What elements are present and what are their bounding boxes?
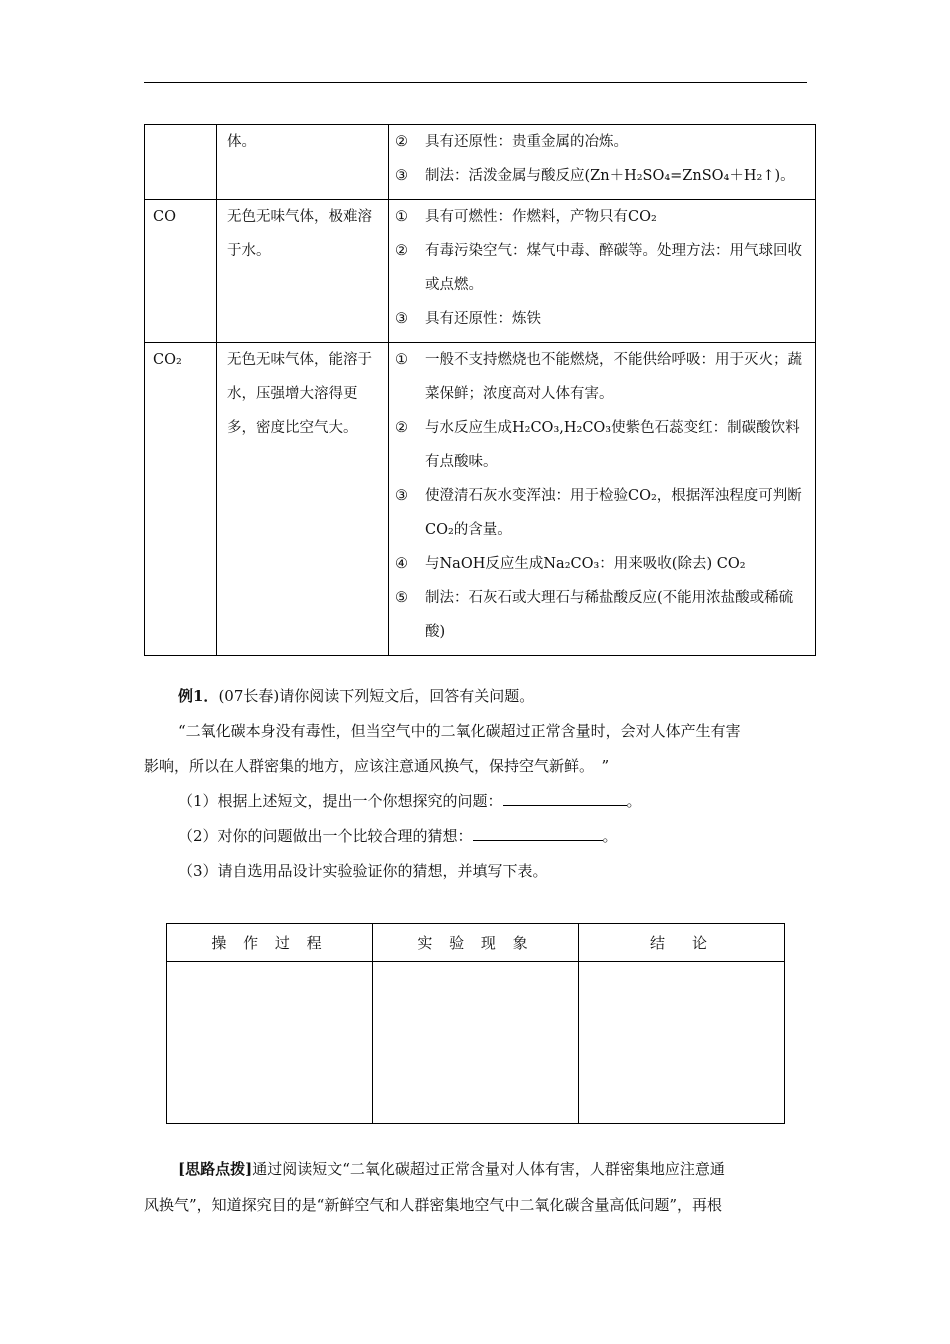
experiment-header-row [167, 924, 785, 962]
list-item [395, 234, 811, 302]
question-1 [178, 784, 642, 818]
question-2 [178, 819, 618, 853]
answer-blank-1[interactable] [503, 787, 627, 806]
question-2-period: 。 [602, 827, 618, 845]
item-text: 制法：活泼金属与酸反应(Zn＋H₂SO₄=ZnSO₄＋H₂↑)。 [425, 168, 795, 184]
item-number: ③ [395, 168, 408, 184]
answer-cell-conclusion[interactable] [579, 962, 785, 1124]
header-phenomenon: 实 验 现 象 [373, 924, 579, 962]
item-text: 一般不支持燃烧也不能燃烧，不能供给呼吸：用于灭火；蔬菜保鲜；浓度高对人体有害。 [425, 352, 802, 402]
gas-name-cell: CO [145, 200, 217, 343]
gas-name-cell: CO₂ [145, 343, 217, 656]
table-row-continuation [145, 125, 816, 200]
hint-text-1: 通过阅读短文“二氧化碳超过正常含量对人体有害，人群密集地应注意通 [252, 1160, 725, 1178]
chemical-property-cell [389, 125, 816, 200]
quote-line-2: 影响，所以在人群密集的地方，应该注意通风换气，保持空气新鲜。 ” [144, 757, 610, 775]
list-item [395, 200, 811, 234]
list-item [395, 159, 811, 193]
chemical-property-cell [389, 200, 816, 343]
answer-blank-2[interactable] [473, 822, 603, 841]
list-item [395, 581, 811, 649]
item-text: 制法：石灰石或大理石与稀盐酸反应(不能用浓盐酸或稀硫酸) [425, 590, 794, 640]
experiment-answer-row [167, 962, 785, 1124]
item-text: 具有可燃性：作燃料，产物只有CO₂ [425, 209, 657, 225]
header-conclusion: 结 论 [579, 924, 785, 962]
list-item [395, 343, 811, 411]
question-1-period: 。 [626, 792, 642, 810]
header-rule [144, 82, 807, 83]
question-3: （3）请自选用品设计实验验证你的猜想，并填写下表。 [178, 862, 548, 880]
physical-property-cell: 无色无味气体，极难溶于水。 [217, 200, 389, 343]
item-number: ④ [395, 556, 408, 572]
item-text: 与水反应生成H₂CO₃,H₂CO₃使紫色石蕊变红：制碳酸饮料有点酸味。 [425, 420, 800, 470]
hint-label: [思路点拨] [178, 1160, 253, 1178]
answer-cell-operation[interactable] [167, 962, 373, 1124]
table-row-co2 [145, 343, 816, 656]
item-number: ① [395, 352, 408, 368]
question-1-text: （1）根据上述短文，提出一个你想探究的问题： [178, 792, 503, 810]
example-label: 例1． [178, 687, 219, 705]
hint-line-1 [178, 1152, 725, 1186]
example-intro: (07长春)请你阅读下列短文后，回答有关问题。 [218, 687, 535, 705]
item-number: ② [395, 134, 408, 150]
item-text: 具有还原性：贵重金属的冶炼。 [425, 134, 628, 150]
quote-line-1: “二氧化碳本身没有毒性，但当空气中的二氧化碳超过正常含量时，会对人体产生有害 [178, 722, 741, 740]
list-item [395, 302, 811, 336]
list-item [395, 411, 811, 479]
item-number: ③ [395, 488, 408, 504]
header-operation: 操 作 过 程 [167, 924, 373, 962]
item-number: ② [395, 420, 408, 436]
gas-properties-table [144, 124, 816, 656]
list-item [395, 547, 811, 581]
physical-property-cell: 无色无味气体，能溶于水，压强增大溶得更多，密度比空气大。 [217, 343, 389, 656]
question-2-text: （2）对你的问题做出一个比较合理的猜想： [178, 827, 473, 845]
example-heading [178, 679, 534, 713]
experiment-table [166, 923, 785, 1124]
answer-cell-phenomenon[interactable] [373, 962, 579, 1124]
chemical-property-cell [389, 343, 816, 656]
list-item [395, 125, 811, 159]
item-number: ② [395, 243, 408, 259]
list-item [395, 479, 811, 547]
physical-property-cell: 体。 [217, 125, 389, 200]
hint-line-2: 风换气”，知道探究目的是“新鲜空气和人群密集地空气中二氧化碳含量高低问题”，再根 [144, 1196, 723, 1214]
item-number: ⑤ [395, 590, 408, 606]
table-row-co [145, 200, 816, 343]
item-number: ③ [395, 311, 408, 327]
item-text: 具有还原性：炼铁 [425, 311, 541, 327]
item-text: 与NaOH反应生成Na₂CO₃：用来吸收(除去) CO₂ [425, 556, 746, 572]
item-text: 使澄清石灰水变浑浊：用于检验CO₂，根据浑浊程度可判断CO₂的含量。 [425, 488, 802, 538]
gas-name-cell [145, 125, 217, 200]
item-text: 有毒污染空气：煤气中毒、醉碳等。处理方法：用气球回收或点燃。 [425, 243, 802, 293]
item-number: ① [395, 209, 408, 225]
